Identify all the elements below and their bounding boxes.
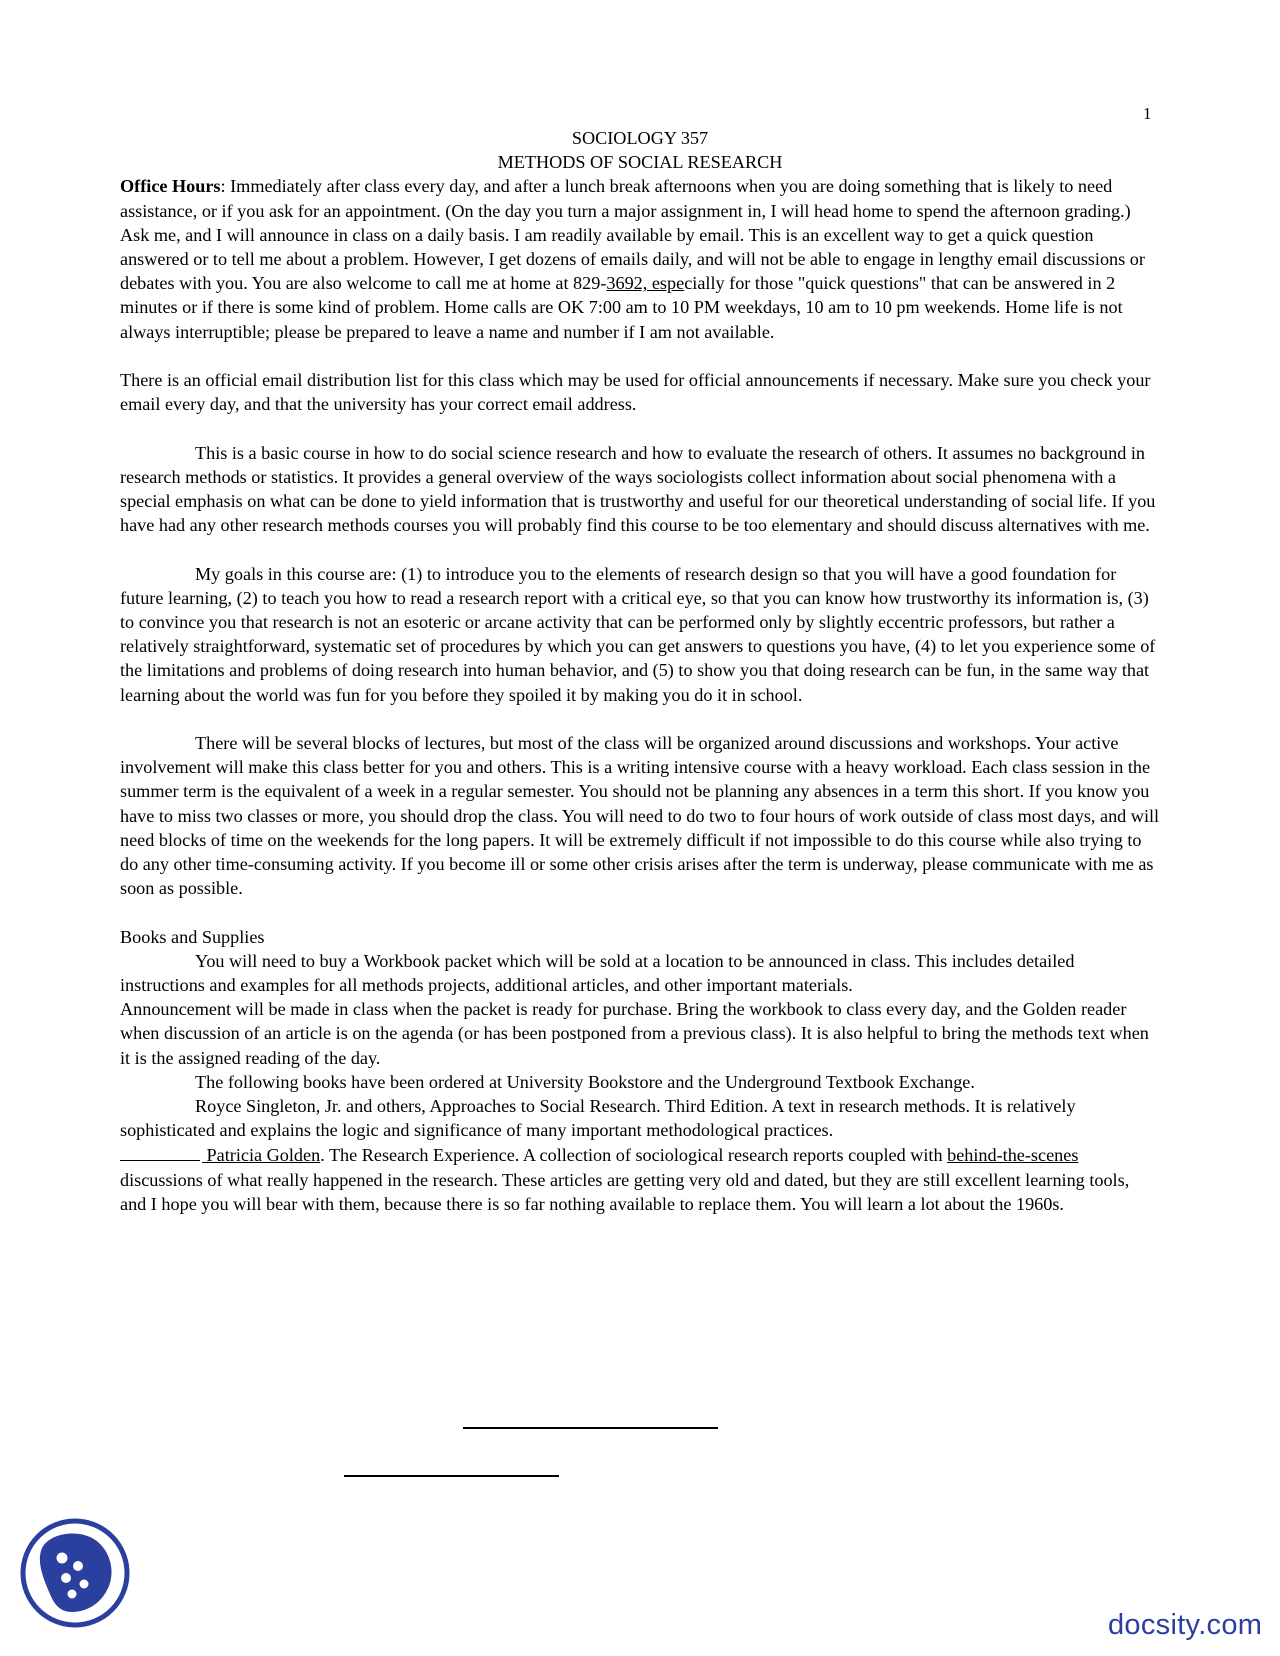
ordered-books-paragraph: The following books have been ordered at University Bookstore and the Underground Textbook Exchange. <box>195 1071 975 1092</box>
golden-behind-scenes: behind-the-scenes <box>947 1145 1079 1166</box>
golden-text-b: discussions of what really happened in the research. These articles are getting very old and dated, but they are still excellent learning tools, and I hope you will bear with them, because there is so far nothing available to replace them. You will learn a lot about the 1960s. <box>120 1169 1130 1214</box>
office-hours-text-b: cially for those "quick questions" that can be answered in 2 minutes or if there is some kind of problem. Home calls are OK 7:00 am to 10 PM weekdays, 10 am to 10 pm weekends. Home life is not always interruptible; please be prepared to leave a name and number if I am not available. <box>120 273 1123 342</box>
course-description-paragraph: This is a basic course in how to do social science research and how to evaluate the research of others. It assumes no background in research methods or statistics. It provides a general overview of the ways sociologists collect information about social phenomena with a special emphasis on what can be done to yield information that is trustworthy and useful for our theoretical understanding of social life. If you have had any other research methods courses you will probably find this course to be too elementary and should discuss alternatives with me. <box>120 442 1156 536</box>
docsity-watermark[interactable]: docsity.com <box>1108 1609 1263 1641</box>
golden-text-a: . The Research Experience. A collection of sociological research reports coupled with <box>320 1145 948 1166</box>
office-hours-paragraph <box>120 174 1160 343</box>
docsity-logo-icon <box>20 1518 130 1628</box>
office-hours-label: Office Hours <box>120 176 221 197</box>
golden-author: Patricia Golden <box>202 1145 321 1166</box>
document-body <box>120 126 1160 1216</box>
golden-book-paragraph <box>120 1142 1160 1216</box>
goals-paragraph: My goals in this course are: (1) to introduce you to the elements of research design so that you will have a good foundation for future learning, (2) to teach you how to read a research report with a critical eye, so that you can know how trustworthy its information is, (3) to convince you that research is not an esoteric or arcane activity that can be performed only by slightly eccentric professors, but rather a relatively straightforward, systematic set of procedures by which you can get answers to questions you have, (4) to let you experience some of the limitations and problems of doing research into human behavior, and (5) to show you that doing research can be fun, in the same way that learning about the world was fun for you before they spoiled it by making you do it in school. <box>120 563 1156 705</box>
signature-line-1 <box>463 1427 718 1429</box>
course-title: METHODS OF SOCIAL RESEARCH <box>497 152 783 173</box>
signature-line-2 <box>344 1475 559 1477</box>
page-number: 1 <box>1143 104 1152 123</box>
books-heading: Books and Supplies <box>120 926 265 947</box>
workbook-paragraph: You will need to buy a Workbook packet which will be sold at a location to be announced in class. This includes detailed instructions and examples for all methods projects, additional articles, and other important materials. <box>120 950 1075 996</box>
singleton-book-paragraph: Royce Singleton, Jr. and others, Approaches to Social Research. Third Edition. A text in research methods. It is relatively sophisticated and explains the logic and significance of many important methodological practices. <box>120 1096 1076 1141</box>
email-list-paragraph: There is an official email distribution list for this class which may be used for official announcements if necessary. Make sure you check your email every day, and that the university has your correct email address. <box>120 370 1151 415</box>
blank-line <box>120 1142 200 1161</box>
course-code: SOCIOLOGY 357 <box>571 128 709 148</box>
phone-number: 3692, espe <box>606 273 685 294</box>
office-hours-text-a: : Immediately after class every day, and after a lunch break afternoons when you are doing something that is likely to need assistance, or if you ask for an appointment. (On the day you turn a major assignment in, I will head home to spend the afternoon grading.) Ask me, and I will announce in class on a daily basis. I am readily available by email. This is an excellent way to get a quick question answered or to tell me about a problem. However, I get dozens of emails daily, and will not be able to engage in lengthy email discussions or debates with you. You are also welcome to call me at home at 829- <box>120 176 1145 294</box>
announcement-paragraph: Announcement will be made in class when the packet is ready for purchase. Bring the workbook to class every day, and the Golden reader when discussion of an article is on the agenda (or has been postponed from a previous class). It is also helpful to bring the methods text when it is the assigned reading of the day. <box>120 999 1149 1068</box>
lectures-paragraph: There will be several blocks of lectures, but most of the class will be organized around discussions and workshops. Your active involvement will make this class better for you and others. This is a writing intensive course with a heavy workload. Each class session in the summer term is the equivalent of a week in a regular semester. You should not be planning any absences in a term this short. If you know you have to miss two classes or more, you should drop the class. You will need to do two to four hours of work outside of class most days, and will need blocks of time on the weekends for the long papers. It will be extremely difficult if not impossible to do this course while also trying to do any other time-consuming activity. If you become ill or some other crisis arises after the term is underway, please communicate with me as soon as possible. <box>120 733 1160 899</box>
